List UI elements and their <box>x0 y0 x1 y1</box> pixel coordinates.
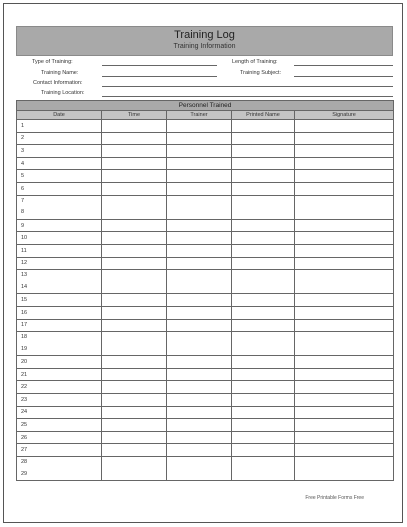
row-number: 22 <box>21 384 28 391</box>
entry-cell[interactable] <box>295 431 394 444</box>
row-number-cell[interactable] <box>17 444 102 457</box>
table-row <box>17 419 394 432</box>
row-number-cell[interactable] <box>17 270 102 294</box>
entry-cell[interactable] <box>167 431 232 444</box>
table-row <box>17 170 394 183</box>
entry-cell[interactable] <box>295 457 394 481</box>
row-number-cell[interactable] <box>17 394 102 407</box>
entry-cell[interactable] <box>232 419 295 432</box>
entry-cell[interactable] <box>295 170 394 183</box>
row-number-cell[interactable] <box>17 132 102 145</box>
row-number-cell[interactable] <box>17 356 102 369</box>
entry-cell[interactable] <box>167 182 232 195</box>
entry-cell[interactable] <box>232 394 295 407</box>
table-row <box>17 368 394 381</box>
row-number: 15 <box>21 297 28 304</box>
row-number: 3 <box>21 147 25 154</box>
entry-cell[interactable] <box>295 294 394 307</box>
row-number: 11 <box>21 247 27 254</box>
row-number-cell[interactable] <box>17 332 102 356</box>
entry-cell[interactable] <box>295 406 394 419</box>
entry-cell[interactable] <box>295 306 394 319</box>
form-header <box>16 26 393 56</box>
entry-cell[interactable] <box>167 257 232 270</box>
training-name-label: Training Name: <box>41 70 79 76</box>
entry-cell[interactable] <box>232 406 295 419</box>
entry-cell[interactable] <box>167 145 232 158</box>
form-title: Training Log <box>174 29 235 41</box>
entry-cell[interactable] <box>232 457 295 481</box>
table-row <box>17 120 394 133</box>
entry-cell[interactable] <box>232 319 295 332</box>
entry-cell[interactable] <box>232 132 295 145</box>
entry-cell[interactable] <box>295 157 394 170</box>
entry-cell[interactable] <box>232 306 295 319</box>
entry-cell[interactable] <box>232 182 295 195</box>
table-row <box>17 406 394 419</box>
entry-cell[interactable] <box>102 431 167 444</box>
row-number-cell[interactable] <box>17 431 102 444</box>
entry-cell[interactable] <box>102 457 167 481</box>
row-number: 23 <box>21 396 28 403</box>
entry-cell[interactable] <box>232 145 295 158</box>
entry-cell[interactable] <box>232 294 295 307</box>
table-row <box>17 182 394 195</box>
row-number: 16 <box>21 309 28 316</box>
length-of-training-label: Length of Training: <box>232 59 278 65</box>
length-of-training-field[interactable] <box>294 65 393 66</box>
row-number: 24 <box>21 409 28 416</box>
entry-cell[interactable] <box>167 219 232 232</box>
table-row <box>17 132 394 145</box>
row-number-cell[interactable] <box>17 170 102 183</box>
entry-cell[interactable] <box>232 170 295 183</box>
training-location-field[interactable] <box>102 96 393 97</box>
entry-cell[interactable] <box>102 120 167 133</box>
entry-cell[interactable] <box>232 270 295 294</box>
entry-cell[interactable] <box>232 244 295 257</box>
entry-cell[interactable] <box>295 356 394 369</box>
entry-cell[interactable] <box>232 431 295 444</box>
entry-cell[interactable] <box>295 319 394 332</box>
entry-cell[interactable] <box>167 244 232 257</box>
entry-cell[interactable] <box>102 182 167 195</box>
table-row <box>17 244 394 257</box>
entry-cell[interactable] <box>167 319 232 332</box>
entry-cell[interactable] <box>232 232 295 245</box>
entry-cell[interactable] <box>102 332 167 356</box>
table-row <box>17 219 394 232</box>
training-log-table <box>16 100 394 481</box>
entry-cell[interactable] <box>102 232 167 245</box>
entry-cell[interactable] <box>102 306 167 319</box>
entry-cell[interactable] <box>167 294 232 307</box>
row-number: 4 <box>21 160 25 167</box>
entry-cell[interactable] <box>102 294 167 307</box>
entry-cell[interactable] <box>102 270 167 294</box>
entry-cell[interactable] <box>167 457 232 481</box>
table-row <box>17 332 394 356</box>
row-number: 18 <box>21 334 28 341</box>
row-number: 19 <box>21 345 28 352</box>
entry-cell[interactable] <box>102 244 167 257</box>
entry-cell[interactable] <box>102 394 167 407</box>
column-header-time: Time <box>102 111 167 120</box>
table-row <box>17 257 394 270</box>
table-row <box>17 319 394 332</box>
entry-cell[interactable] <box>102 419 167 432</box>
entry-cell[interactable] <box>295 394 394 407</box>
row-number: 12 <box>21 260 28 267</box>
row-number-cell[interactable] <box>17 244 102 257</box>
training-subject-field[interactable] <box>294 76 393 77</box>
entry-cell[interactable] <box>167 381 232 394</box>
row-number: 13 <box>21 272 28 279</box>
entry-cell[interactable] <box>167 394 232 407</box>
entry-cell[interactable] <box>167 306 232 319</box>
row-number-cell[interactable] <box>17 306 102 319</box>
entry-cell[interactable] <box>102 219 167 232</box>
row-number-cell[interactable] <box>17 381 102 394</box>
row-number: 10 <box>21 235 28 242</box>
entry-cell[interactable] <box>295 270 394 294</box>
table-row <box>17 356 394 369</box>
row-number: 17 <box>21 322 28 329</box>
form-page <box>3 3 403 523</box>
row-number-cell[interactable] <box>17 157 102 170</box>
entry-cell[interactable] <box>295 244 394 257</box>
entry-cell[interactable] <box>102 195 167 219</box>
contact-info-label: Contact Information: <box>33 80 83 86</box>
entry-cell[interactable] <box>295 368 394 381</box>
row-number: 29 <box>21 470 28 477</box>
row-number-cell[interactable] <box>17 232 102 245</box>
row-number-cell[interactable] <box>17 145 102 158</box>
row-number-cell[interactable] <box>17 368 102 381</box>
entry-cell[interactable] <box>167 120 232 133</box>
table-row <box>17 145 394 158</box>
entry-cell[interactable] <box>295 120 394 133</box>
entry-cell[interactable] <box>232 368 295 381</box>
entry-cell[interactable] <box>167 170 232 183</box>
row-number: 5 <box>21 173 25 180</box>
column-header-date: Date <box>17 111 102 120</box>
entry-cell[interactable] <box>232 120 295 133</box>
row-number: 27 <box>21 447 28 454</box>
entry-cell[interactable] <box>102 132 167 145</box>
entry-cell[interactable] <box>232 444 295 457</box>
entry-cell[interactable] <box>167 270 232 294</box>
table-row <box>17 394 394 407</box>
entry-cell[interactable] <box>295 195 394 219</box>
row-number-cell[interactable] <box>17 257 102 270</box>
entry-cell[interactable] <box>167 444 232 457</box>
footer-credit: Free Printable Forms Free <box>305 495 364 501</box>
entry-cell[interactable] <box>167 195 232 219</box>
row-number-cell[interactable] <box>17 319 102 332</box>
row-number: 25 <box>21 422 28 429</box>
entry-cell[interactable] <box>295 257 394 270</box>
entry-cell[interactable] <box>232 381 295 394</box>
row-number-cell[interactable] <box>17 406 102 419</box>
entry-cell[interactable] <box>167 132 232 145</box>
column-header-printed-name: Printed Name <box>232 111 295 120</box>
entry-cell[interactable] <box>102 170 167 183</box>
table-row <box>17 232 394 245</box>
entry-cell[interactable] <box>295 132 394 145</box>
entry-cell[interactable] <box>102 444 167 457</box>
row-number: 14 <box>21 283 28 290</box>
entry-cell[interactable] <box>102 319 167 332</box>
table-row <box>17 294 394 307</box>
row-number-cell[interactable] <box>17 195 102 219</box>
row-number: 21 <box>21 371 28 378</box>
entry-cell[interactable] <box>295 145 394 158</box>
entry-cell[interactable] <box>102 381 167 394</box>
section-title: Personnel Trained <box>17 101 394 111</box>
entry-cell[interactable] <box>232 356 295 369</box>
type-of-training-label: Type of Training: <box>32 59 73 65</box>
table-row <box>17 306 394 319</box>
entry-cell[interactable] <box>295 381 394 394</box>
form-subtitle: Training Information <box>173 43 236 50</box>
training-location-label: Training Location: <box>41 90 85 96</box>
type-of-training-field[interactable] <box>102 65 217 66</box>
row-number: 8 <box>21 209 25 216</box>
entry-cell[interactable] <box>167 332 232 356</box>
entry-cell[interactable] <box>167 419 232 432</box>
entry-cell[interactable] <box>167 368 232 381</box>
row-number-cell[interactable] <box>17 294 102 307</box>
row-number-cell[interactable] <box>17 120 102 133</box>
entry-cell[interactable] <box>102 257 167 270</box>
row-number-cell[interactable] <box>17 457 102 481</box>
table-row <box>17 157 394 170</box>
entry-cell[interactable] <box>295 232 394 245</box>
entry-cell[interactable] <box>232 219 295 232</box>
entry-cell[interactable] <box>295 444 394 457</box>
row-number-cell[interactable] <box>17 419 102 432</box>
training-name-field[interactable] <box>102 76 217 77</box>
entry-cell[interactable] <box>167 406 232 419</box>
row-number: 28 <box>21 459 28 466</box>
table-row <box>17 431 394 444</box>
row-number: 26 <box>21 434 28 441</box>
entry-cell[interactable] <box>295 419 394 432</box>
table-body <box>17 120 394 481</box>
row-number: 1 <box>21 122 25 129</box>
table-row <box>17 444 394 457</box>
column-header-signature: Signature <box>295 111 394 120</box>
entry-cell[interactable] <box>102 406 167 419</box>
entry-cell[interactable] <box>167 356 232 369</box>
contact-info-field[interactable] <box>102 86 393 87</box>
row-number-cell[interactable] <box>17 182 102 195</box>
training-subject-label: Training Subject: <box>240 70 282 76</box>
entry-cell[interactable] <box>232 157 295 170</box>
entry-cell[interactable] <box>295 332 394 356</box>
entry-cell[interactable] <box>232 195 295 219</box>
entry-cell[interactable] <box>232 332 295 356</box>
row-number-cell[interactable] <box>17 219 102 232</box>
entry-cell[interactable] <box>295 182 394 195</box>
table-row <box>17 195 394 219</box>
entry-cell[interactable] <box>232 257 295 270</box>
row-number: 6 <box>21 185 25 192</box>
row-number: 20 <box>21 359 28 366</box>
table-row <box>17 381 394 394</box>
table-row <box>17 270 394 294</box>
row-number: 2 <box>21 135 25 142</box>
row-number: 9 <box>21 222 25 229</box>
row-number: 7 <box>21 197 25 204</box>
column-header-trainer: Trainer <box>167 111 232 120</box>
table-row <box>17 457 394 481</box>
entry-cell[interactable] <box>102 157 167 170</box>
entry-cell[interactable] <box>167 232 232 245</box>
entry-cell[interactable] <box>102 145 167 158</box>
entry-cell[interactable] <box>295 219 394 232</box>
entry-cell[interactable] <box>102 368 167 381</box>
entry-cell[interactable] <box>102 356 167 369</box>
entry-cell[interactable] <box>167 157 232 170</box>
